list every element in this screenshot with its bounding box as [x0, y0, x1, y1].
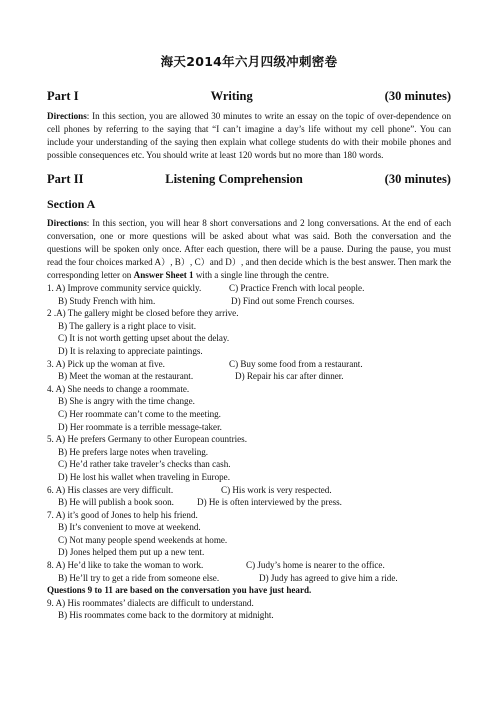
conversation-note: Questions 9 to 11 are based on the conversation you have just heard. [47, 585, 312, 596]
q1-option-d: D) Find out some French courses. [231, 295, 355, 306]
part1-directions [47, 110, 451, 162]
part2-directions-label: Directions [47, 218, 87, 228]
part1-label: Part I [47, 89, 79, 103]
q4-option-a: 4. A) She needs to change a roommate. [47, 383, 190, 394]
q8-option-b: B) He’ll try to get a ride from someone else. [58, 572, 220, 583]
q4-option-d: D) Her roommate is a terrible message-taker. [58, 421, 222, 432]
q2-option-b: B) The gallery is a right place to visit. [58, 320, 196, 331]
question-6-row-2 [47, 496, 451, 509]
q4-option-c: C) Her roommate can’t come to the meeting. [58, 408, 221, 419]
question-3-row-2 [47, 370, 451, 383]
q9-option-b: B) His roommates come back to the dormitory at midnight. [58, 610, 274, 621]
q7-option-c: C) Not many people spend weekends at home. [58, 534, 228, 545]
part2-directions-text-2: with a single line through the centre. [193, 270, 329, 280]
question-1-row-1 [47, 282, 451, 295]
q6-option-d: D) He is often interviewed by the press. [197, 497, 342, 508]
question-6-row-1 [47, 484, 451, 497]
q1-option-b: B) Study French with him. [58, 295, 156, 306]
part2-directions [47, 217, 451, 282]
part1-header [47, 88, 451, 104]
question-8-row-2 [47, 572, 451, 585]
q5-option-a: 5. A) He prefers Germany to other European countries. [47, 434, 247, 445]
part2-label: Part II [47, 172, 84, 186]
question-3-row-1 [47, 358, 451, 371]
q5-option-c: C) He’d rather take traveler’s checks than cash. [58, 459, 231, 470]
q3-option-b: B) Meet the woman at the restaurant. [58, 371, 194, 382]
q8-option-a: 8. A) He’d like to take the woman to work. [47, 560, 204, 571]
part1-directions-label: Directions [47, 111, 87, 121]
q1-option-a: 1. A) Improve community service quickly. [47, 283, 202, 293]
part2-time: (30 minutes) [384, 172, 451, 186]
part2-header [47, 171, 451, 187]
q2-option-c: C) It is not worth getting upset about the delay. [58, 333, 230, 344]
q6-option-a: 6. A) His classes are very difficult. [47, 484, 174, 495]
part2-directions-text-1: : In this section, you will hear 8 short conversations and 2 long conversations. At the end of each conversation, one or more questions will be asked about what was said. Both the conversation and the questions will be spoken only once. After each question, there will be a pause. During the pause, you must read the four choices marked A）, B）, C）and D）, and then decide which is the best answer. Then mark the corresponding letter on [47, 218, 451, 280]
part1-time: (30 minutes) [384, 89, 451, 103]
q7-option-b: B) It’s convenient to move at weekend. [58, 522, 201, 533]
q3-option-c: C) Buy some food from a restaurant. [229, 358, 363, 369]
question-1-row-2 [47, 295, 451, 308]
q8-option-d: D) Judy has agreed to give him a ride. [259, 572, 398, 583]
q7-option-d: D) Jones helped them put up a new tent. [58, 547, 205, 558]
q2-option-a: 2 .A) The gallery might be closed before they arrive. [47, 308, 239, 319]
q6-option-c: C) His work is very respected. [221, 484, 332, 495]
question-list [47, 282, 451, 622]
q1-option-c: C) Practice French with local people. [229, 283, 365, 293]
part1-directions-text: : In this section, you are allowed 30 minutes to write an essay on the topic of over-dependence on cell phones by referring to the saying that “I can’t imagine a day’s life without my cell phone”. You can include your understanding of the saying then explain what college students do with their mobile phones and possible consequences etc. You should write at least 120 words but no more than 180 words. [47, 111, 451, 160]
q7-option-a: 7. A) it’s good of Jones to help his friend. [47, 509, 198, 520]
part2-name: Listening Comprehension [165, 172, 303, 186]
answer-sheet-ref: Answer Sheet 1 [133, 270, 194, 280]
question-8-row-1 [47, 559, 451, 572]
q9-option-a: 9. A) His roommates’ dialects are difficult to understand. [47, 597, 254, 608]
q2-option-d: D) It is relaxing to appreciate paintings. [58, 345, 203, 356]
q5-option-d: D) He lost his wallet when traveling in Europe. [58, 471, 230, 482]
exam-page [47, 52, 451, 622]
q3-option-a: 3. A) Pick up the woman at five. [47, 358, 165, 369]
page-title: 海天2014年六月四级冲刺密卷 [160, 54, 338, 69]
q6-option-b: B) He will publish a book soon. [58, 497, 174, 508]
q8-option-c: C) Judy’s home is nearer to the office. [246, 560, 385, 571]
q4-option-b: B) She is angry with the time change. [58, 396, 195, 407]
section-a-heading: Section A [47, 197, 96, 211]
q3-option-d: D) Repair his car after dinner. [235, 371, 344, 382]
q5-option-b: B) He prefers large notes when traveling. [58, 446, 209, 457]
part1-name: Writing [210, 89, 253, 103]
